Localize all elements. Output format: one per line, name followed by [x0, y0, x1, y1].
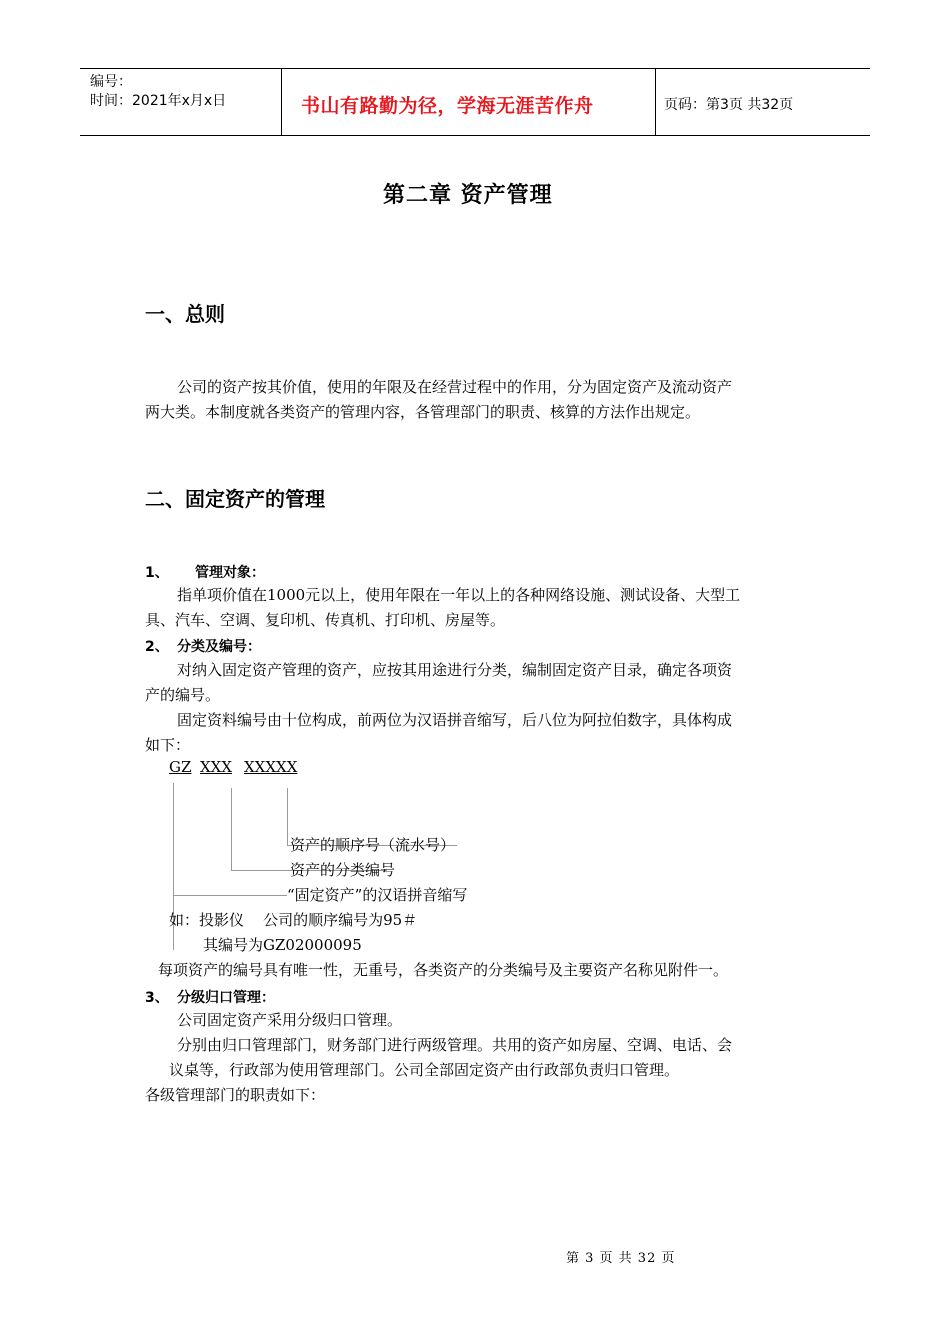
code-label-category: 资产的分类编号 [290, 861, 396, 879]
item2-line3: 固定资料编号由十位构成，前两位为汉语拼音缩写，后八位为阿拉伯数字，具体构成 [177, 711, 733, 729]
tree-hline-pinyin [173, 895, 287, 896]
item2-line1: 对纳入固定资产管理的资产，应按其用途进行分类，编制固定资产目录，确定各项资 [177, 661, 733, 679]
item3-line2: 分别由归口管理部门，财务部门进行两级管理。共用的资产如房屋、空调、电话、会 [177, 1036, 733, 1054]
code-xxx: XXX [200, 758, 233, 776]
item2-line2: 产的编号。 [145, 686, 221, 704]
header-top-border [80, 68, 870, 69]
example-line1: 如：投影仪 公司的顺序编号为95＃ [169, 911, 418, 929]
code-label-pinyin: “固定资产”的汉语拼音缩写 [287, 886, 468, 904]
code-xxxxx: XXXXX [244, 758, 298, 776]
item3-line1: 公司固定资产采用分级归口管理。 [177, 1011, 403, 1029]
section1-heading: 一、总则 [145, 302, 225, 326]
header-number-label: 编号： [90, 74, 132, 90]
item1-line2: 具、汽车、空调、复印机、传真机、打印机、房屋等。 [145, 611, 506, 629]
item1-title: 管理对象： [195, 565, 265, 581]
code-label-sequence: 资产的顺序号（流水号） [290, 836, 456, 854]
tree-vline-xxx [231, 788, 232, 870]
page-title: 第二章 资产管理 [383, 183, 553, 208]
item2-number: 2、 [145, 639, 169, 655]
header-time-label: 时间：2021年x月x日 [90, 93, 227, 109]
item2-title: 分类及编号： [177, 639, 261, 655]
item1-line1: 指单项价值在1000元以上，使用年限在一年以上的各种网络设施、测试设备、大型工 [177, 586, 741, 604]
item3-number: 3、 [145, 990, 169, 1006]
header-divider-2 [655, 68, 656, 136]
item2-line4: 如下： [145, 736, 191, 754]
section1-para-line2: 两大类。本制度就各类资产的管理内容，各管理部门的职责、核算的方法作出规定。 [145, 403, 701, 421]
section2-heading: 二、固定资产的管理 [145, 487, 325, 511]
header-motto: 书山有路勤为径，学海无涯苦作舟 [301, 95, 594, 117]
item3-title: 分级归口管理： [177, 990, 275, 1006]
item3-line3: 议桌等，行政部为使用管理部门。公司全部固定资产由行政部负责归口管理。 [169, 1061, 680, 1079]
item1-number: 1、 [145, 565, 169, 581]
tree-vline-xxxxx [287, 788, 288, 845]
code-gz: GZ [169, 758, 192, 776]
header-bottom-border [80, 135, 870, 136]
item3-line4: 各级管理部门的职责如下： [145, 1086, 326, 1104]
unique-line: 每项资产的编号具有唯一性，无重号，各类资产的分类编号及主要资产名称见附件一。 [158, 961, 729, 979]
example-line2: 其编号为GZ02000095 [203, 936, 362, 954]
page-footer: 第 3 页 共 32 页 [566, 1251, 676, 1266]
header-divider-1 [281, 68, 282, 136]
header-page-info: 页码：第3页 共32页 [664, 97, 794, 113]
section1-para-line1: 公司的资产按其价值，使用的年限及在经营过程中的作用，分为固定资产及流动资产 [177, 378, 733, 396]
